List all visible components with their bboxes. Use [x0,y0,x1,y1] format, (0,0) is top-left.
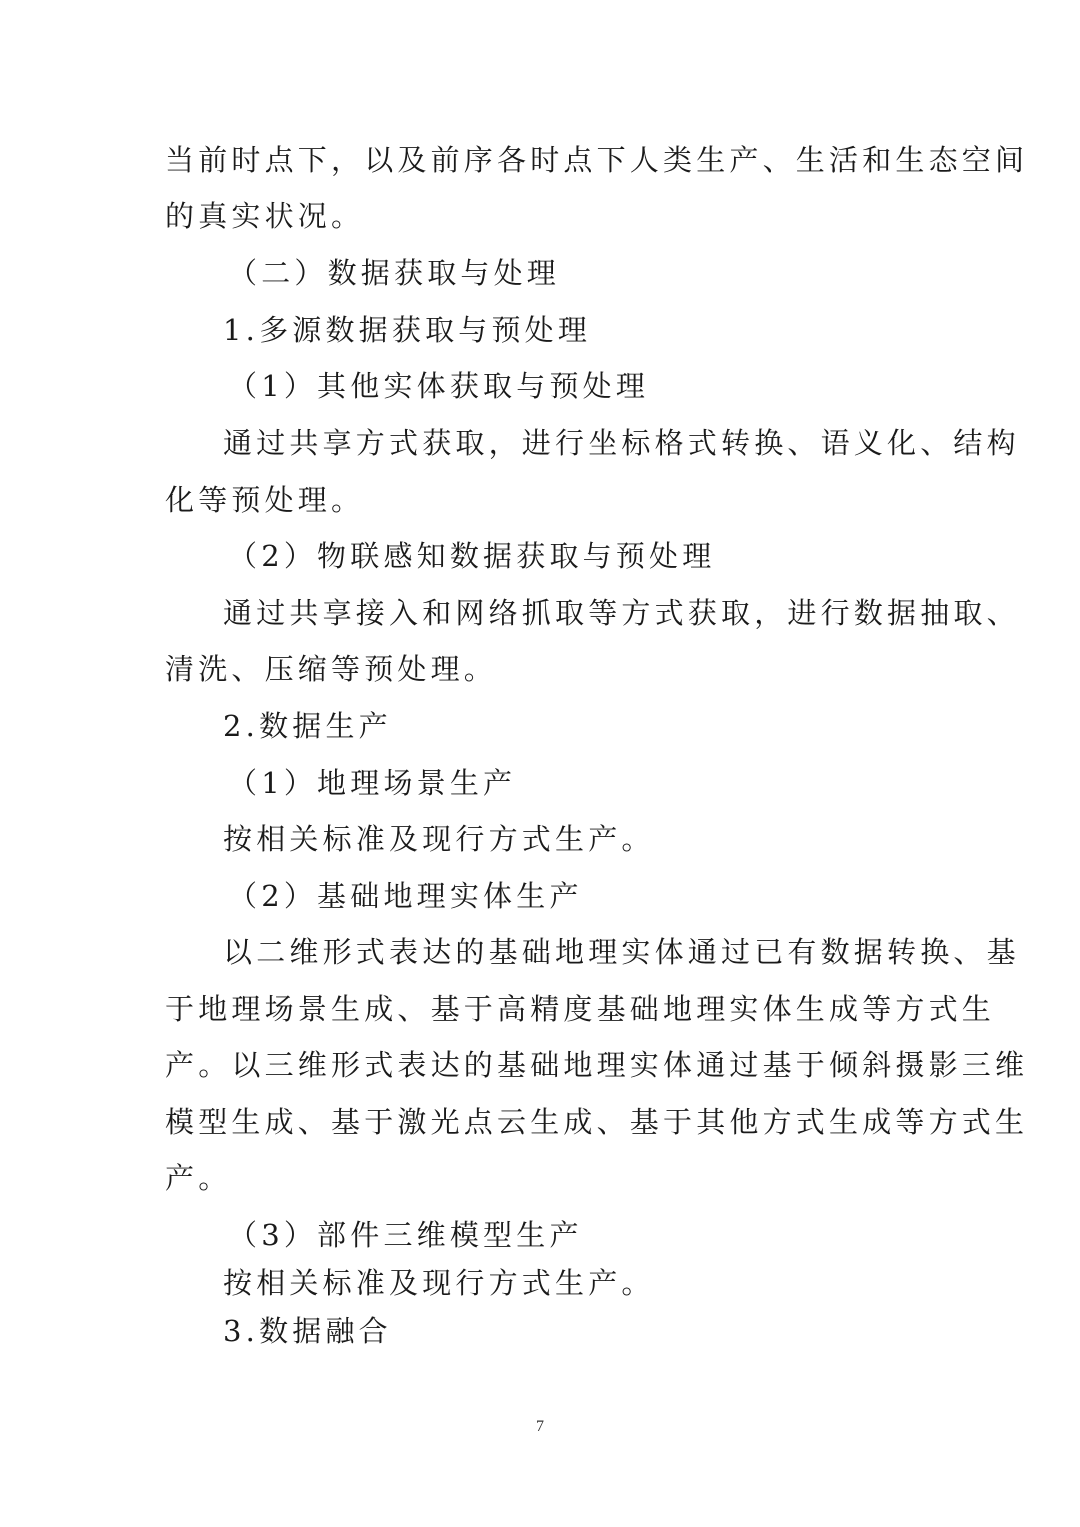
paragraph-line: 当前时点下，以及前序各时点下人类生产、生活和生态空间 [165,143,1029,177]
subsection-heading: 1.多源数据获取与预处理 [223,313,592,347]
item-heading: （2）物联感知数据获取与预处理 [228,539,716,573]
paragraph-line: 通过共享方式获取，进行坐标格式转换、语义化、结构 [223,426,1020,460]
paragraph-line: 产。 [165,1161,232,1195]
item-heading: （2）基础地理实体生产 [228,879,583,913]
page-number: 7 [536,1418,544,1435]
paragraph-line: 于地理场景生成、基于高精度基础地理实体生成等方式生 [165,992,996,1026]
paragraph-line: 的真实状况。 [165,199,365,233]
paragraph-line: 产。以三维形式表达的基础地理实体通过基于倾斜摄影三维 [165,1048,1029,1082]
item-heading: （3）部件三维模型生产 [228,1218,583,1252]
item-heading: （1）地理场景生产 [228,766,517,800]
paragraph-line: 化等预处理。 [165,483,365,517]
paragraph-line: 按相关标准及现行方式生产。 [223,822,655,856]
paragraph-line: 通过共享接入和网络抓取等方式获取，进行数据抽取、 [223,596,1020,630]
paragraph-line: 模型生成、基于激光点云生成、基于其他方式生成等方式生 [165,1105,1029,1139]
item-heading: （1）其他实体获取与预处理 [228,369,650,403]
subsection-heading: 2.数据生产 [223,709,392,743]
paragraph-line: 以二维形式表达的基础地理实体通过已有数据转换、基 [223,935,1020,969]
section-heading: （二）数据获取与处理 [228,256,561,290]
paragraph-line: 清洗、压缩等预处理。 [165,652,498,686]
subsection-heading: 3.数据融合 [223,1314,392,1348]
paragraph-line: 按相关标准及现行方式生产。 [223,1266,655,1300]
